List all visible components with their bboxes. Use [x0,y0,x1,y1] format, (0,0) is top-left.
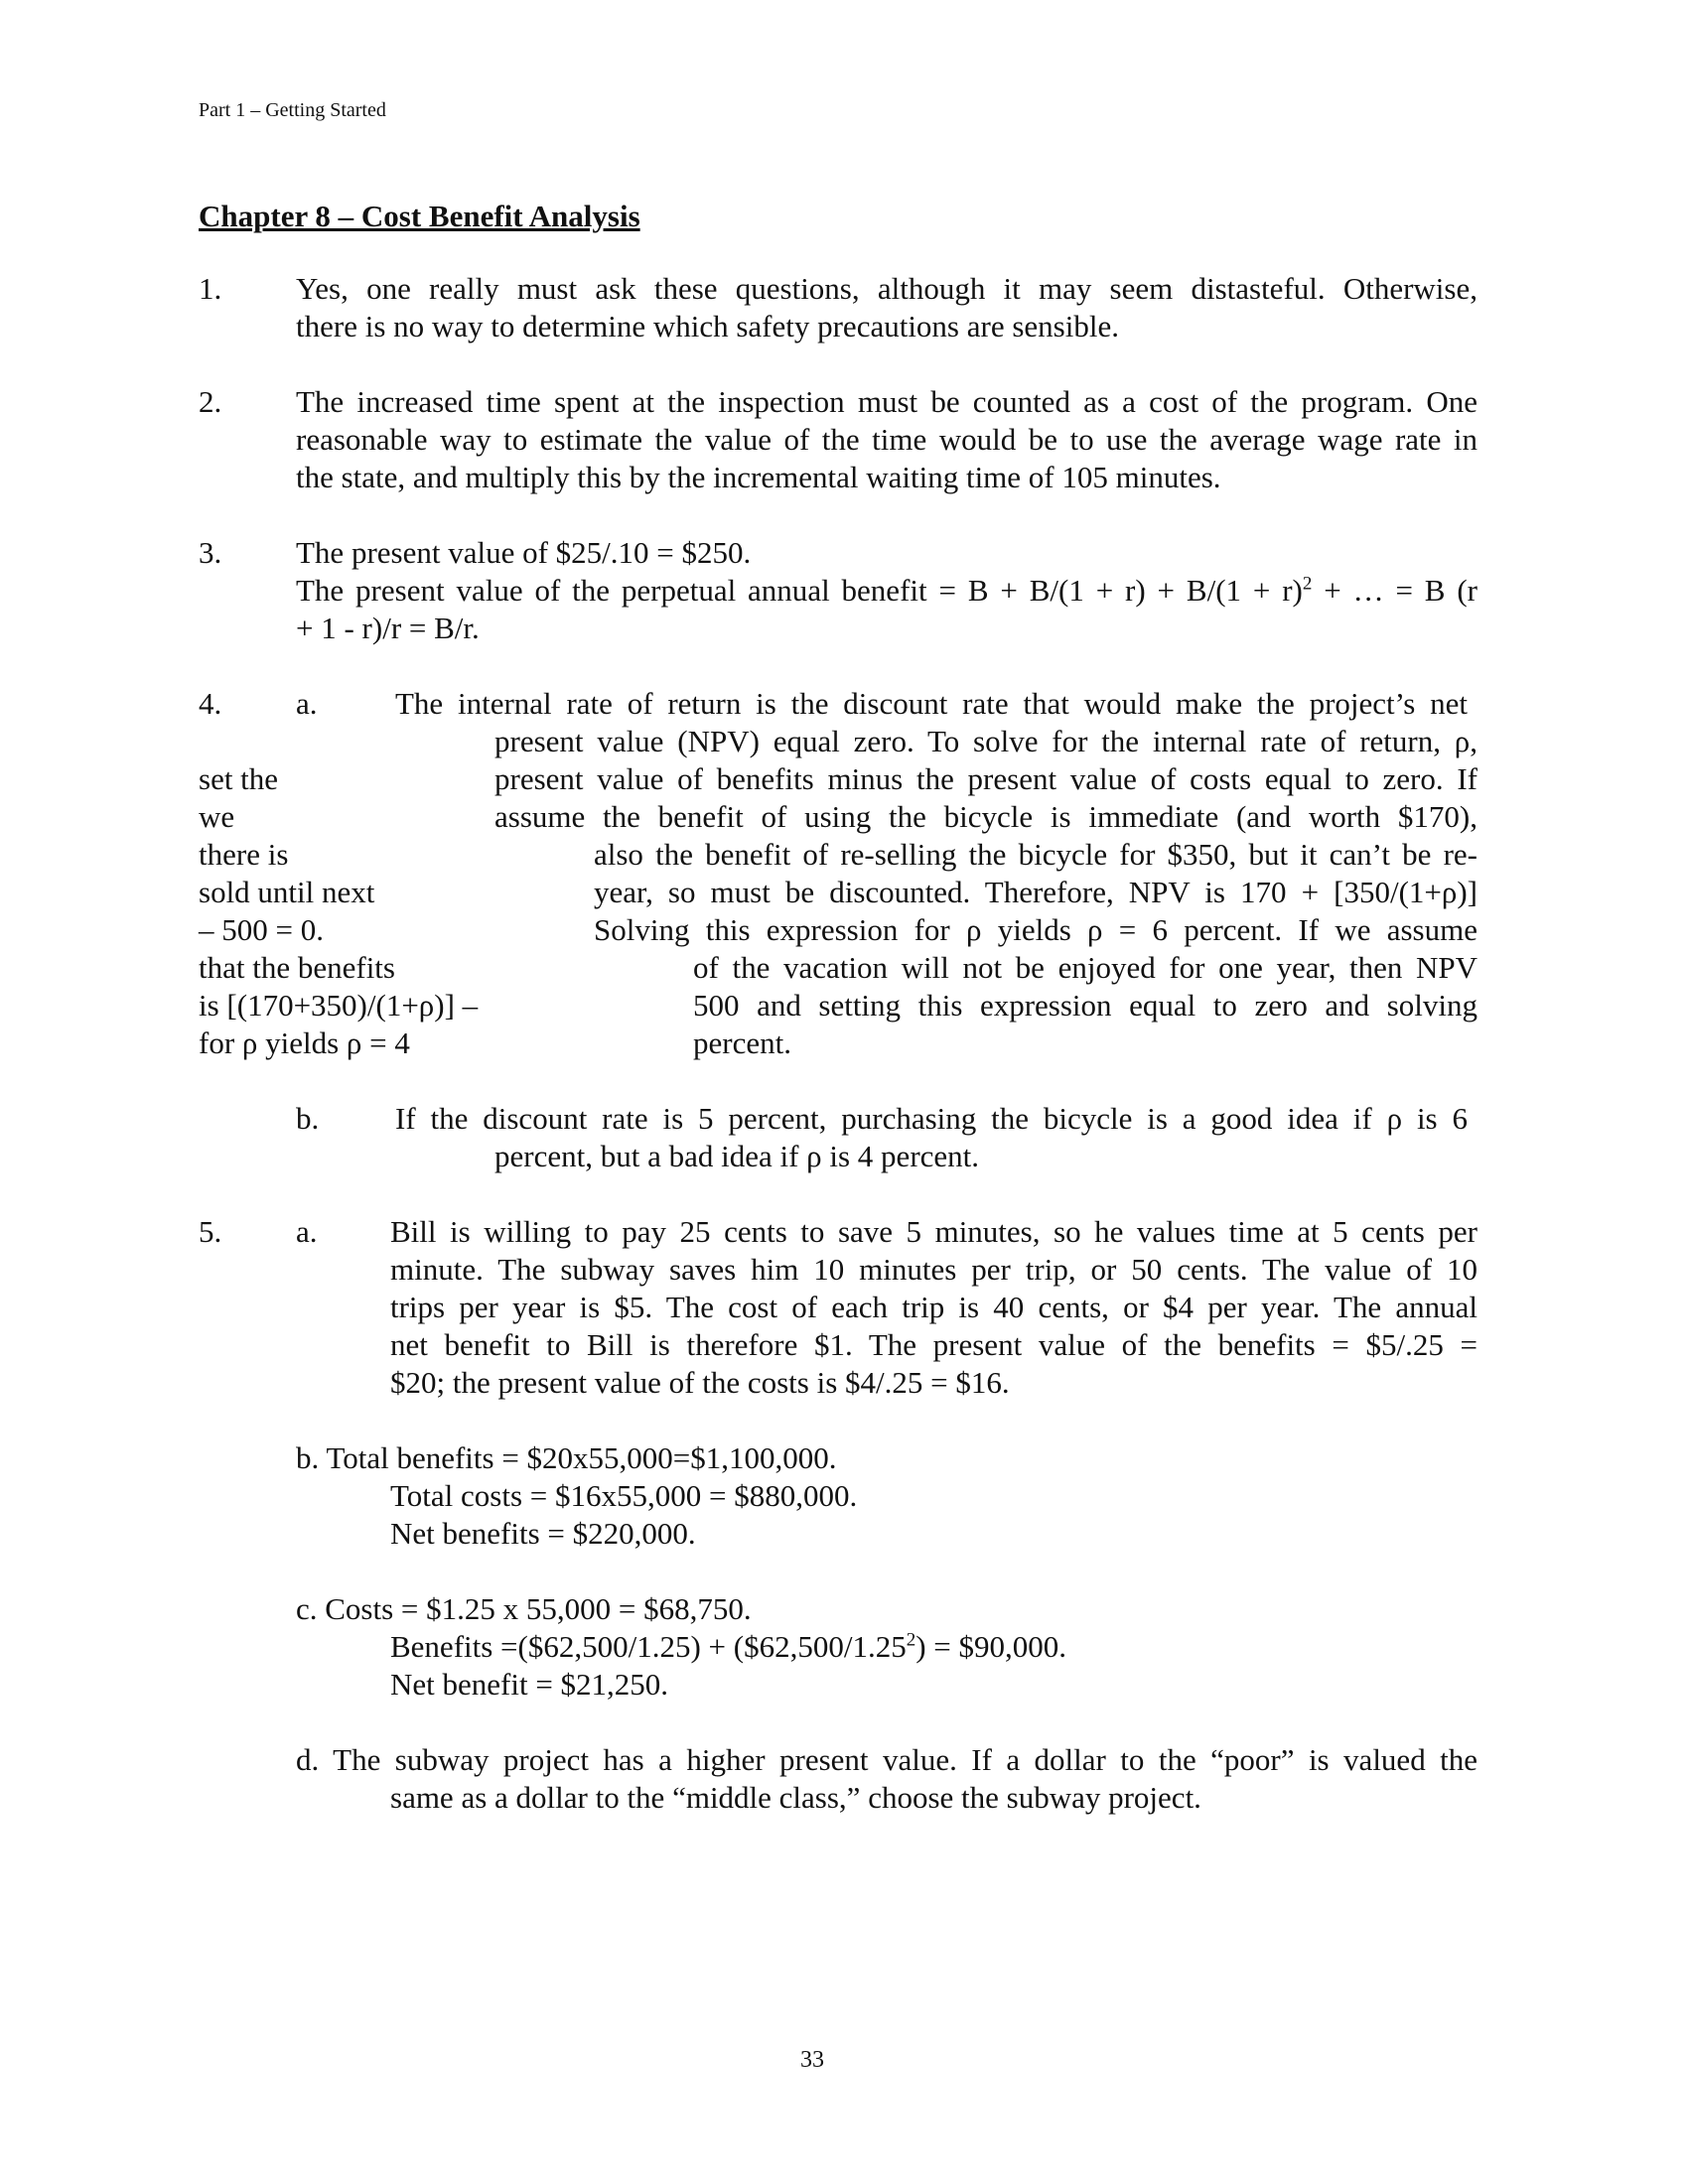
q4a-line: 500 and setting this expression equal to zero and solving [693,988,1477,1023]
left-fragment: set the [199,761,279,796]
q5a-line: net benefit to Bill is therefore $1. The present value of the benefits = $5/.25 = [390,1327,1477,1362]
q4a-line: assume the benefit of using the bicycle is immediate (and worth $170), [494,799,1477,834]
running-header: Part 1 – Getting Started [199,99,386,121]
sub-label: b. [296,1101,320,1136]
chapter-title: Chapter 8 – Cost Benefit Analysis [199,199,640,233]
q4a-line: present value (NPV) equal zero. To solve for the internal rate of return, ρ, [494,724,1477,758]
q4a-line: present value of benefits minus the present value of costs equal to zero. If [494,761,1477,796]
sub-label: a. [296,686,318,721]
question-number: 4. [199,686,222,721]
q5b-line: b. Total benefits = $20x55,000=$1,100,000. [296,1440,837,1475]
q5d-line: same as a dollar to the “middle class,” choose the subway project. [390,1780,1201,1815]
q3-line: + 1 - r)/r = B/r. [296,611,480,645]
left-fragment: we [199,799,235,834]
q4a-line: also the benefit of re-selling the bicycle for $350, but it can’t be re- [594,837,1477,872]
question-number: 5. [199,1214,222,1249]
q5a-line: Bill is willing to pay 25 cents to save 5 minutes, so he values time at 5 cents per [390,1214,1477,1249]
q4a-line: of the vacation will not be enjoyed for one year, then NPV [693,950,1477,985]
q3-line: The present value of the perpetual annual benefit = $B + B/(1 + r) + B/(1 + r)^2$ + … = B (r [296,573,1477,608]
q4a-line: year, so must be discounted. Therefore, NPV is 170 + [350/(1+ρ)] [594,875,1477,909]
q2-line: reasonable way to estimate the value of the time would be to use the average wage rate in [296,422,1477,457]
q3-line: The present value of $25/.10 = $250. [296,535,752,570]
left-fragment: there is [199,837,289,872]
left-fragment: – 500 = 0. [199,912,324,947]
q2-line: The increased time spent at the inspection must be counted as a cost of the program. One [296,384,1477,419]
q4a-line: Solving this expression for ρ yields ρ = 6 percent. If we assume [594,912,1477,947]
page-number: 33 [800,2047,824,2073]
question-number: 3. [199,535,222,570]
left-fragment: for ρ yields ρ = 4 [199,1025,410,1060]
q4a-line: percent. [693,1025,791,1060]
sub-label: a. [296,1214,318,1249]
q5a-line: trips per year is $5. The cost of each trip is 40 cents, or $4 per year. The annual [390,1290,1477,1324]
q5c-line: Net benefit = $21,250. [390,1667,669,1702]
q5a-line: $20; the present value of the costs is $4/.25 = $16. [390,1365,1010,1400]
q5c-line: Benefits =($62,500/1.25) + $(\$62,500/1.25^2)$ = $90,000. [390,1629,1067,1664]
left-fragment: sold until next [199,875,375,909]
q4b-line: If the discount rate is 5 percent, purchasing the bicycle is a good idea if ρ is 6 [395,1101,1468,1136]
question-number: 2. [199,384,222,419]
left-fragment: that the benefits [199,950,395,985]
q4b-line: percent, but a bad idea if ρ is 4 percent. [494,1139,980,1173]
q5b-line: Net benefits = $220,000. [390,1516,696,1551]
q5c-line: c. Costs = $1.25 x 55,000 = $68,750. [296,1591,752,1626]
q2-line: the state, and multiply this by the incremental waiting time of 105 minutes. [296,460,1221,494]
q5b-line: Total costs = $16x55,000 = $880,000. [390,1478,858,1513]
q4a-line: The internal rate of return is the discount rate that would make the project’s net [395,686,1468,721]
q5a-line: minute. The subway saves him 10 minutes per trip, or 50 cents. The value of 10 [390,1252,1477,1287]
q1-line: Yes, one really must ask these questions, although it may seem distasteful. Otherwise, [296,271,1477,306]
q5d-line: d. The subway project has a higher present value. If a dollar to the “poor” is valued the [296,1742,1477,1777]
left-fragment: is [(170+350)/(1+ρ)] – [199,988,479,1023]
question-number: 1. [199,271,222,306]
q1-line: there is no way to determine which safety precautions are sensible. [296,309,1119,343]
